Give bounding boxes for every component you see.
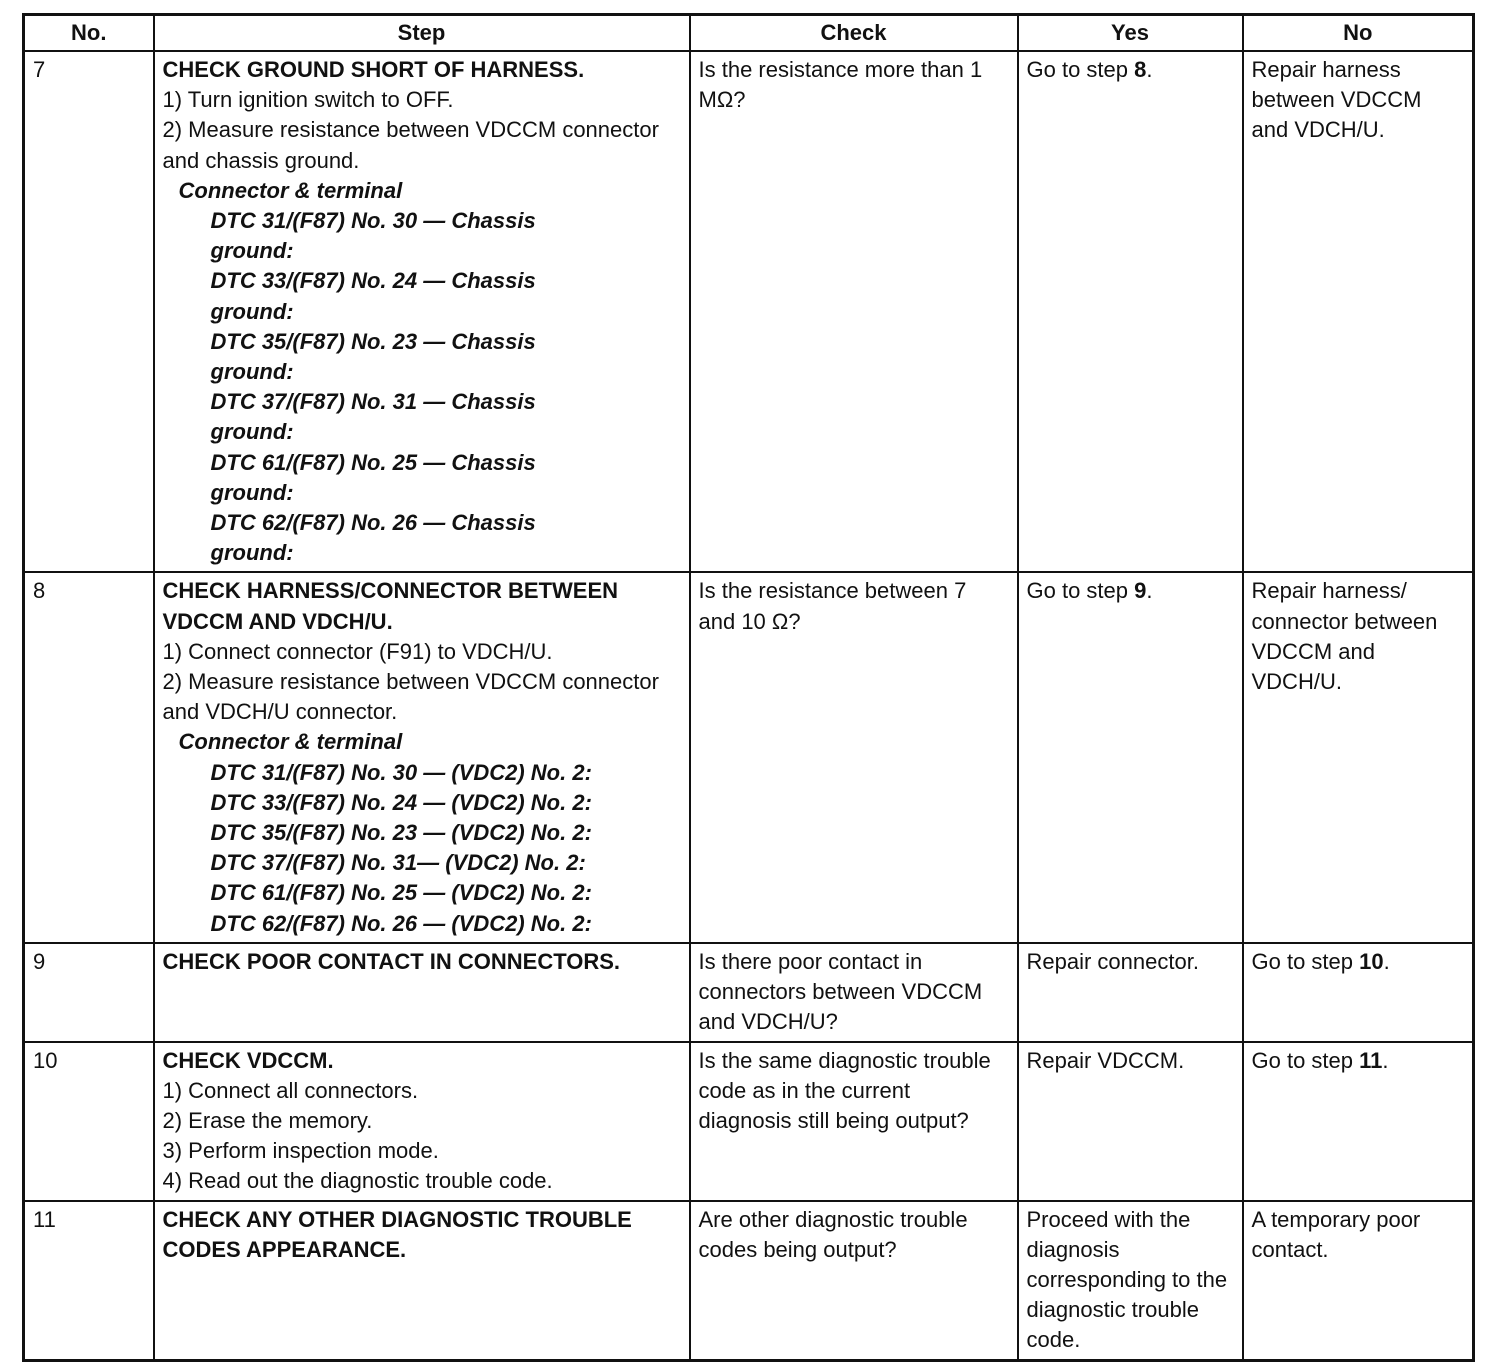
header-check: Check [690, 15, 1018, 52]
connector-item: DTC 33/(F87) No. 24 — Chassis ground: [210, 268, 536, 324]
no-prefix: Go to step [1251, 1047, 1360, 1073]
yes-suffix: . [1146, 57, 1153, 82]
connector-item: DTC 61/(F87) No. 25 — (VDC2) No. 2: [210, 880, 592, 906]
no-cell: Repair harness between VDCCM and VDCH/U. [1243, 51, 1474, 572]
yes-prefix: Go to step [1026, 578, 1135, 604]
step-number: 11 [24, 1201, 154, 1361]
connector-item: DTC 31/(F87) No. 30 — Chassis ground: [210, 208, 536, 264]
step-cell [154, 51, 690, 572]
diagnostic-table [22, 13, 1475, 1362]
header-row [24, 15, 1474, 52]
step-title: CHECK HARNESS/CONNECTOR BETWEEN VDCCM AND VDCH/U. [162, 578, 619, 634]
yes-step-ref: 8 [1134, 57, 1147, 82]
step-instruction: 1) Connect connector (F91) to VDCH/U. [162, 638, 553, 664]
step-instruction: 4) Read out the diagnostic trouble code. [162, 1168, 553, 1194]
check-cell: Is the resistance between 7 and 10 Ω? [690, 572, 1018, 942]
yes-cell [1018, 572, 1243, 942]
header-no: No. [24, 15, 154, 52]
step-number: 7 [24, 51, 154, 572]
step-instruction: 2) Measure resistance between VDCCM connector and VDCH/U connector. [162, 669, 659, 725]
step-instruction: 2) Erase the memory. [162, 1107, 373, 1133]
yes-cell [1018, 51, 1243, 572]
yes-suffix: . [1146, 578, 1153, 604]
connector-item: DTC 62/(F87) No. 26 — Chassis ground: [210, 510, 536, 566]
step-instruction: 3) Perform inspection mode. [162, 1138, 439, 1164]
check-cell: Is there poor contact in connectors between VDCCM and VDCH/U? [690, 943, 1018, 1042]
step-instruction: 2) Measure resistance between VDCCM connector and chassis ground. [162, 117, 659, 173]
table-row [24, 943, 1474, 1042]
connector-item: DTC 31/(F87) No. 30 — (VDC2) No. 2: [210, 759, 592, 785]
step-title: CHECK GROUND SHORT OF HARNESS. [162, 57, 585, 82]
step-cell [154, 1201, 690, 1361]
no-suffix: . [1383, 948, 1390, 974]
no-step-ref: 11 [1359, 1047, 1383, 1073]
no-cell [1243, 1042, 1474, 1201]
step-number: 9 [24, 943, 154, 1042]
step-cell [154, 943, 690, 1042]
yes-cell: Proceed with the diagnosis corresponding to the diagnostic trouble code. [1018, 1201, 1243, 1361]
check-cell: Is the resistance more than 1 MΩ? [690, 51, 1018, 572]
check-cell: Are other diagnostic trouble codes being output? [690, 1201, 1018, 1361]
step-number: 10 [24, 1042, 154, 1201]
step-cell [154, 1042, 690, 1201]
step-title: CHECK ANY OTHER DIAGNOSTIC TROUBLE CODES APPEARANCE. [162, 1206, 632, 1262]
no-prefix: Go to step [1251, 948, 1360, 974]
no-suffix: . [1382, 1047, 1389, 1073]
connector-item: DTC 33/(F87) No. 24 — (VDC2) No. 2: [210, 789, 592, 815]
no-cell [1243, 943, 1474, 1042]
step-title: CHECK POOR CONTACT IN CONNECTORS. [162, 948, 621, 974]
connector-item: DTC 62/(F87) No. 26 — (VDC2) No. 2: [210, 910, 592, 936]
connector-item: DTC 61/(F87) No. 25 — Chassis ground: [210, 449, 536, 505]
table-row [24, 1042, 1474, 1201]
no-cell: Repair harness/ connector between VDCCM and VDCH/U. [1243, 572, 1474, 942]
connector-heading: Connector & terminal [178, 729, 403, 755]
step-instruction: 1) Connect all connectors. [162, 1077, 419, 1103]
connector-item: DTC 37/(F87) No. 31 — Chassis ground: [210, 389, 536, 445]
table-row [24, 572, 1474, 942]
connector-item: DTC 35/(F87) No. 23 — (VDC2) No. 2: [210, 820, 592, 846]
header-yes: Yes [1018, 15, 1243, 52]
yes-cell: Repair connector. [1018, 943, 1243, 1042]
step-cell [154, 572, 690, 942]
header-no-result: No [1243, 15, 1474, 52]
step-title: CHECK VDCCM. [162, 1047, 334, 1073]
connector-heading: Connector & terminal [178, 177, 403, 203]
table-row [24, 1201, 1474, 1361]
table-row [24, 51, 1474, 572]
check-cell: Is the same diagnostic trouble code as in the current diagnosis still being output? [690, 1042, 1018, 1201]
yes-cell: Repair VDCCM. [1018, 1042, 1243, 1201]
step-instruction: 1) Turn ignition switch to OFF. [162, 87, 454, 113]
connector-item: DTC 37/(F87) No. 31— (VDC2) No. 2: [210, 850, 586, 876]
step-number: 8 [24, 572, 154, 942]
no-cell: A temporary poor contact. [1243, 1201, 1474, 1361]
header-step: Step [154, 15, 690, 52]
no-step-ref: 10 [1359, 948, 1384, 974]
yes-prefix: Go to step [1026, 57, 1135, 82]
yes-step-ref: 9 [1134, 578, 1147, 604]
connector-item: DTC 35/(F87) No. 23 — Chassis ground: [210, 328, 536, 385]
